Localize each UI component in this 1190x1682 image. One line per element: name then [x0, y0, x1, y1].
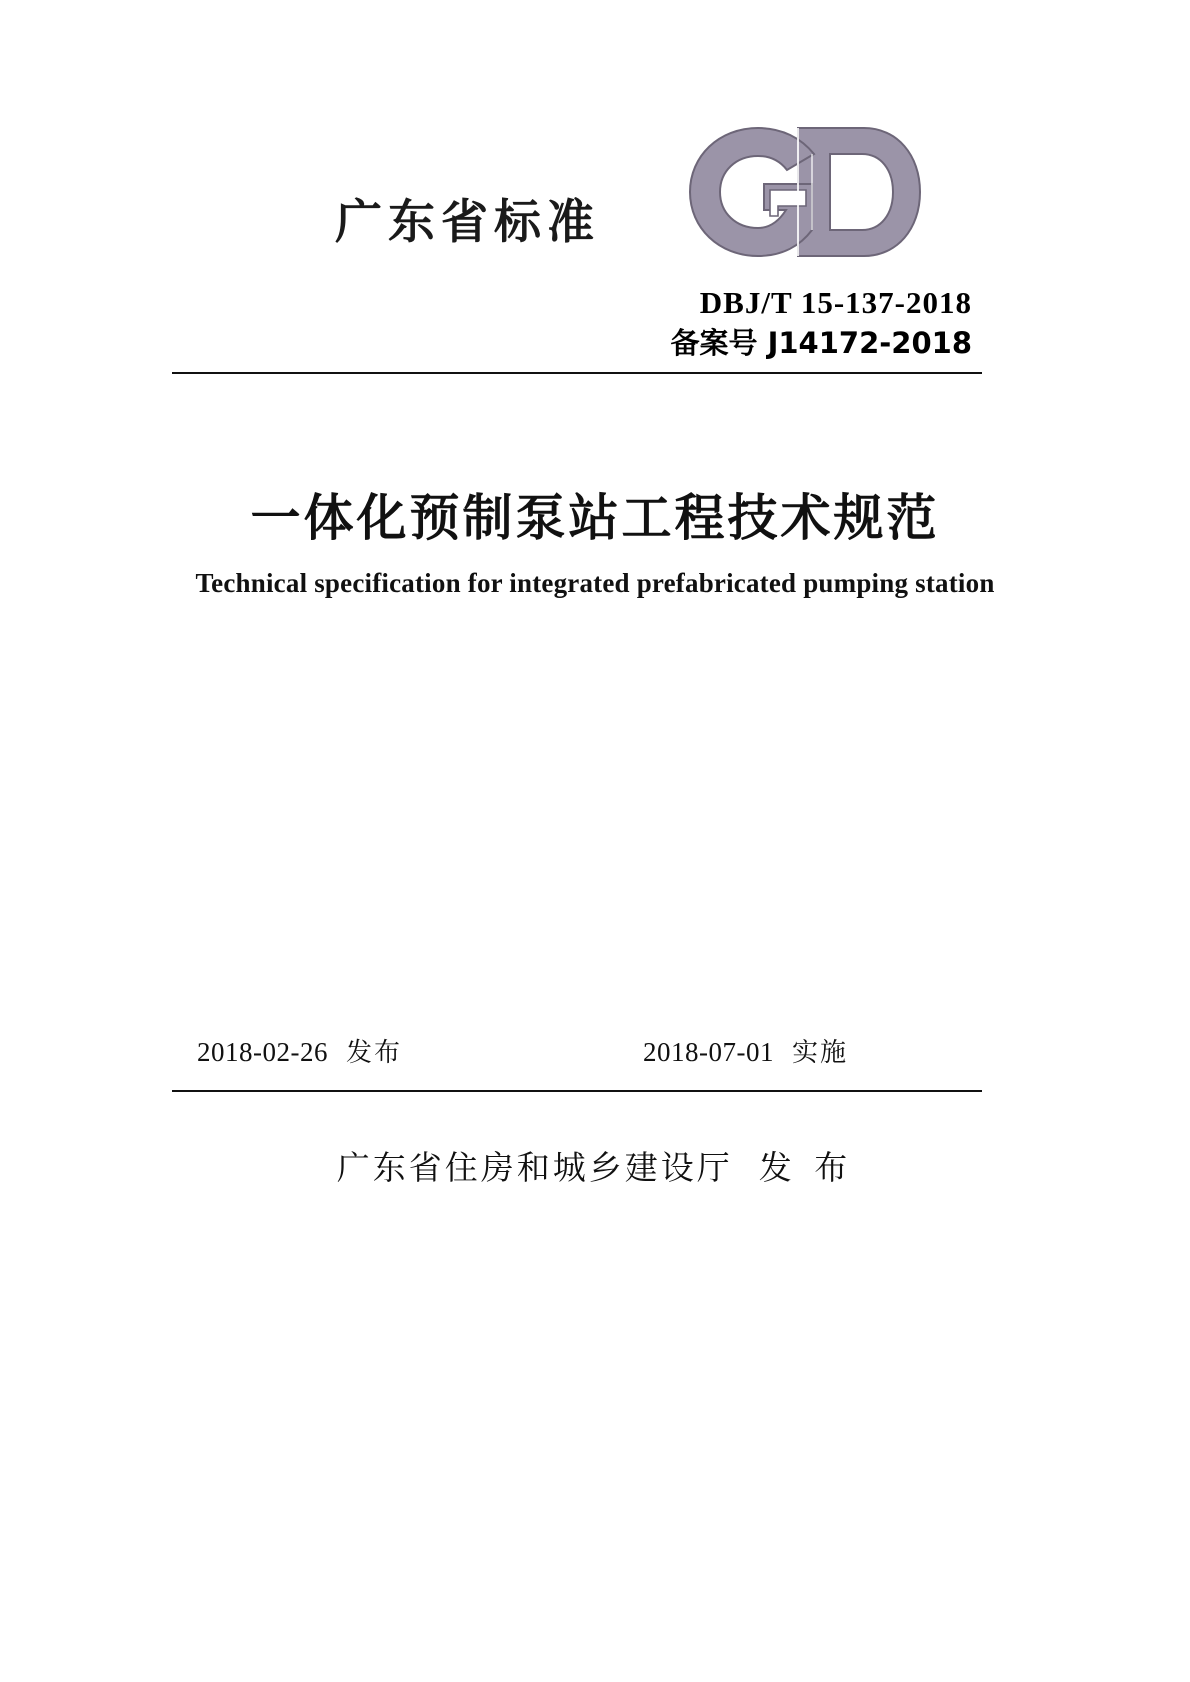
effective-date-label: 实施 [791, 1038, 848, 1068]
standard-code: DBJ/T 15-137-2018 [699, 285, 972, 320]
bottom-divider [172, 1090, 982, 1092]
publisher-organization: 广东省住房和城乡建设厅 [336, 1148, 733, 1187]
title-english: Technical specification for integrated prefabricated pumping station [195, 568, 995, 598]
document-header [175, 130, 990, 370]
issue-date-label: 发布 [345, 1038, 402, 1068]
issue-date-group [197, 1032, 402, 1069]
record-number: 备案号 J14172-2018 [670, 325, 972, 360]
gd-logo [678, 120, 928, 265]
publisher-verb: 发 布 [758, 1148, 854, 1187]
top-divider [172, 372, 982, 374]
publisher-line [0, 1142, 1190, 1189]
dates-row [175, 1032, 985, 1072]
issue-date: 2018-02-26 [197, 1037, 328, 1067]
province-standard-label: 广东省标准 [335, 195, 600, 250]
title-chinese: 一体化预制泵站工程技术规范 [250, 489, 940, 547]
standard-code-block [670, 282, 972, 363]
effective-date: 2018-07-01 [643, 1037, 774, 1067]
effective-date-group [643, 1032, 848, 1069]
